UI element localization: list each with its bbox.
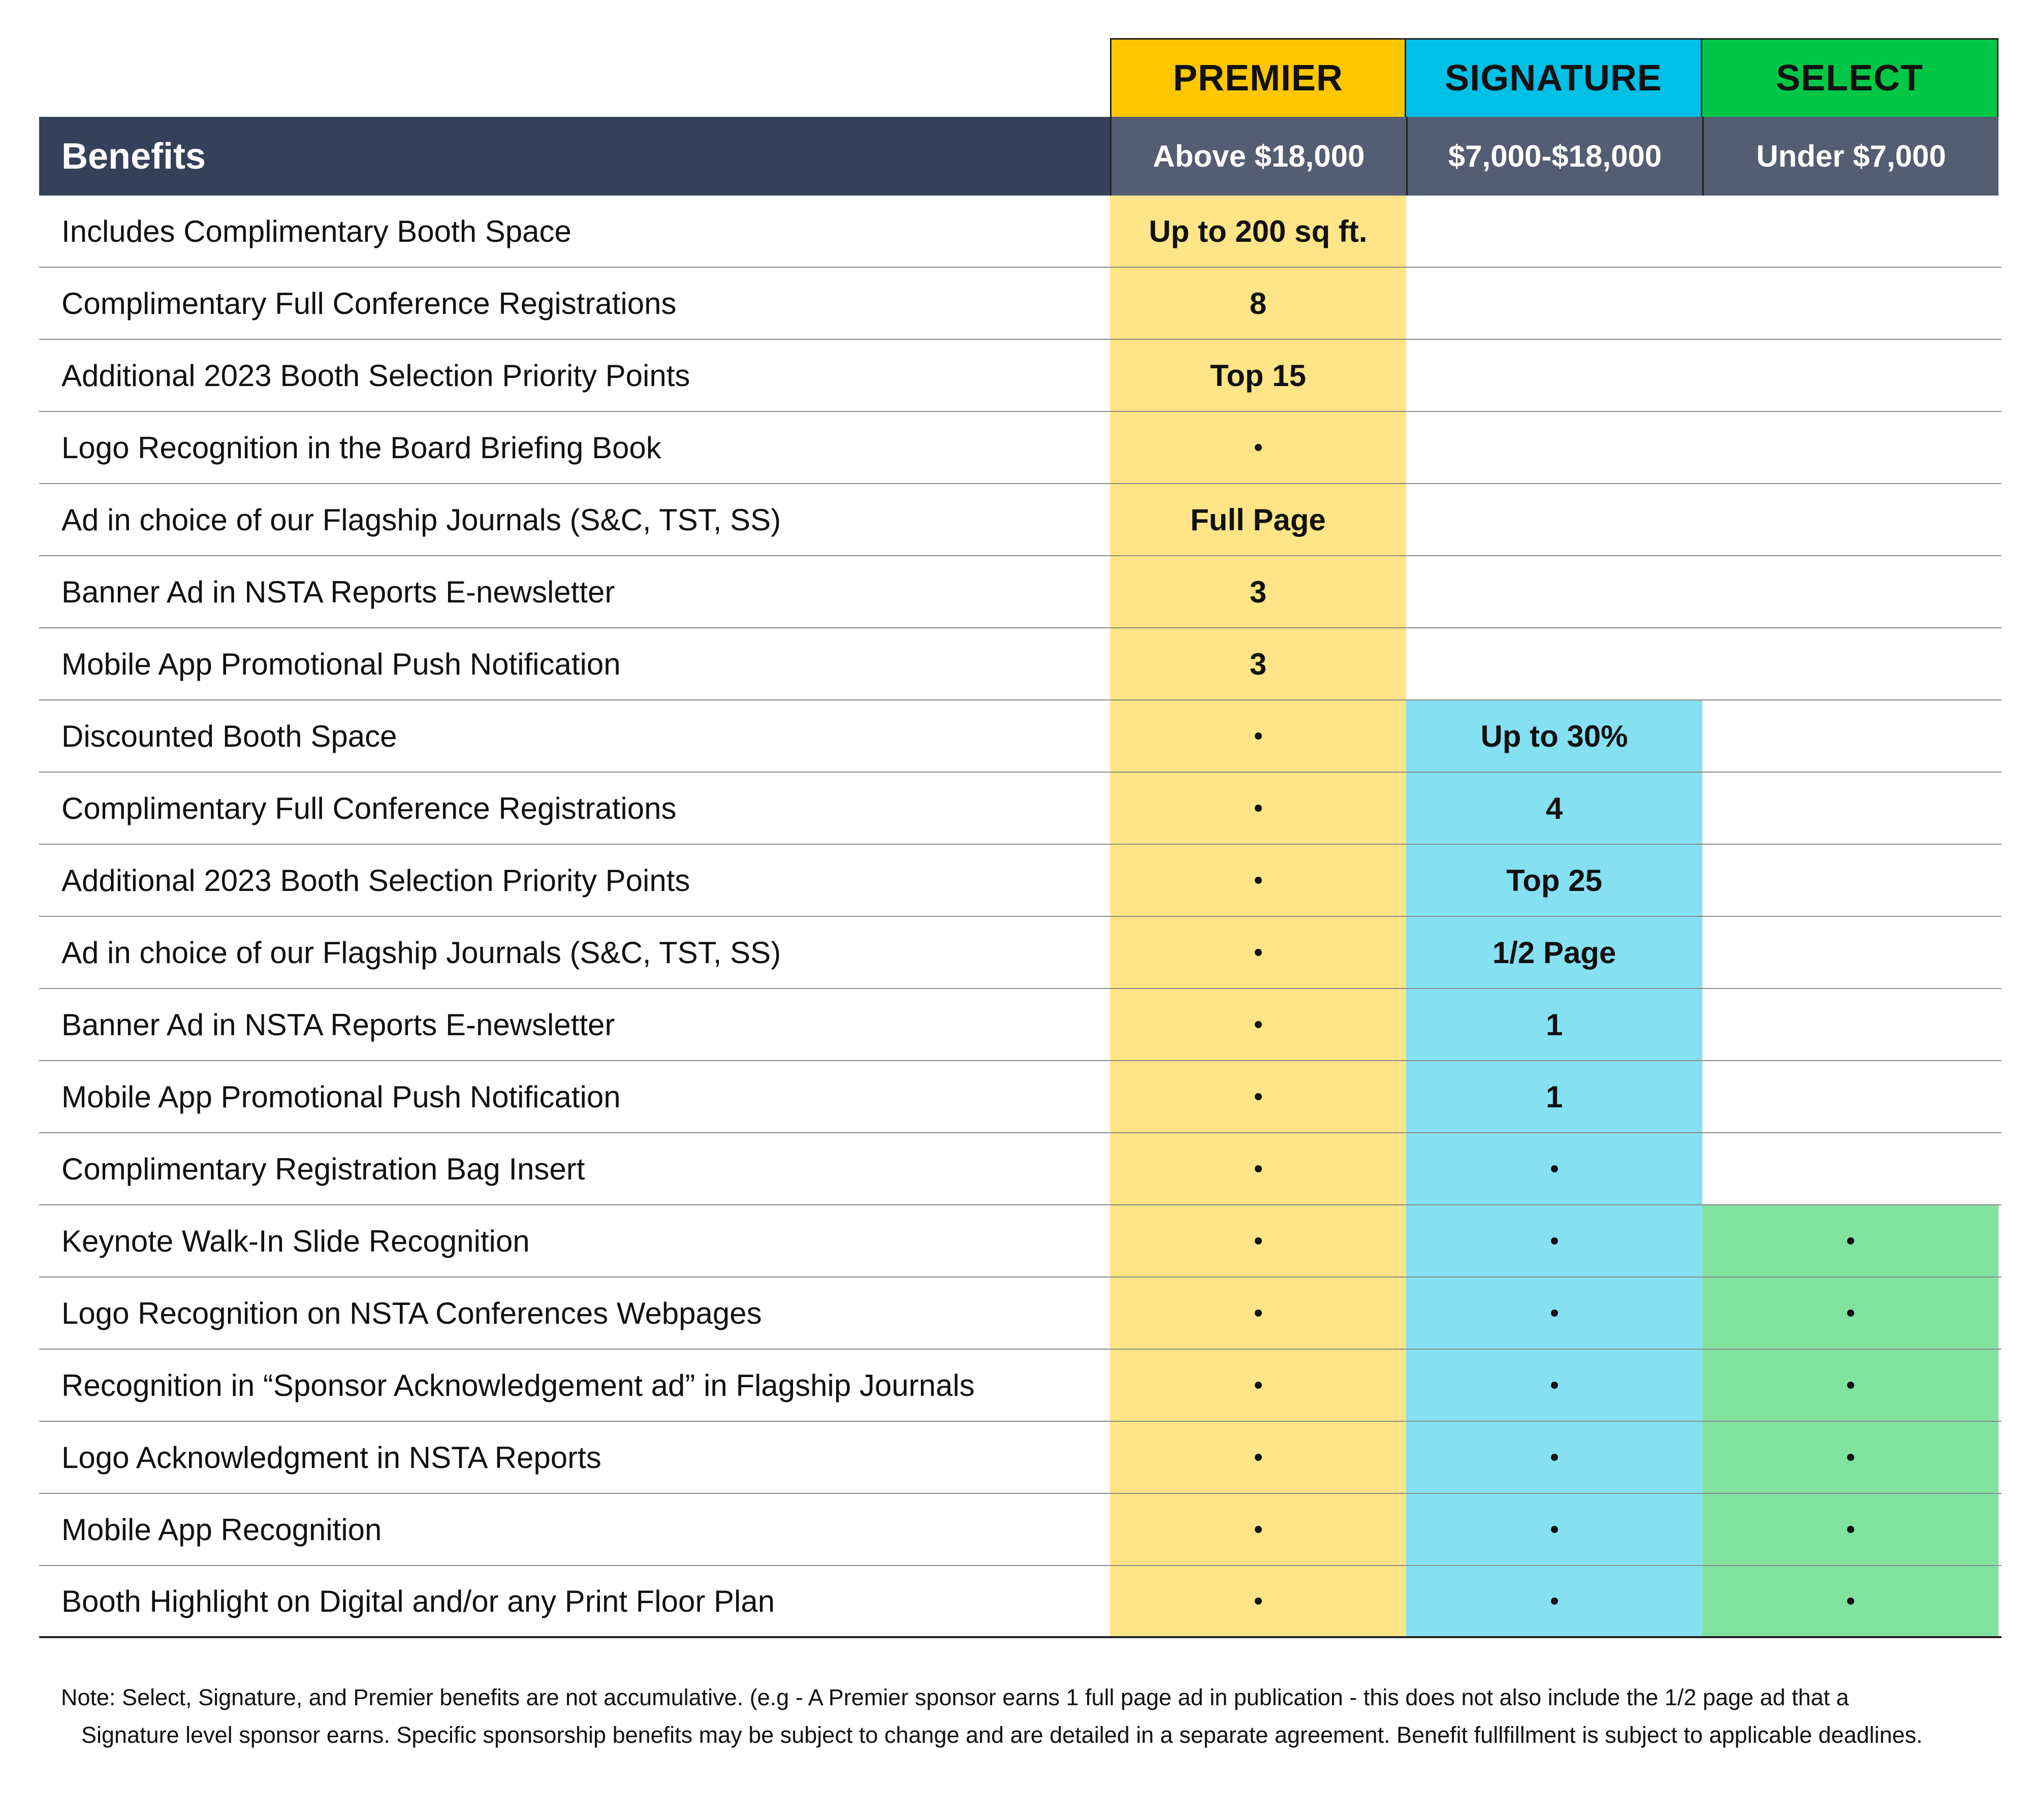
premier-value	[1110, 700, 1406, 772]
bullet-dot-icon	[1847, 1526, 1854, 1533]
signature-value	[1406, 268, 1702, 339]
sponsorship-benefits-table	[39, 38, 2002, 1638]
signature-value	[1406, 412, 1702, 483]
signature-value	[1406, 1350, 1702, 1421]
premier-value	[1110, 1422, 1406, 1493]
select-value	[1702, 268, 1998, 339]
premier-value	[1110, 628, 1406, 699]
footnote: Note: Select, Signature, and Premier benefits are not accumulative. (e.g - A Premier sponsor earns 1 full page ad in publication - this does not also include the 1/2 page ad that a Signature level sponsor earns. Specific sponsorship benefits may be subject to change and are detailed in a separate agreement. Benefit fullfillment is subject to applicable deadlines.	[61, 1684, 1923, 1748]
benefit-label: Complimentary Full Conference Registrations	[61, 286, 677, 321]
premier-value	[1110, 268, 1406, 339]
benefit-label: Ad in choice of our Flagship Journals (S&C, TST, SS)	[61, 502, 781, 537]
benefit-label: Logo Acknowledgment in NSTA Reports	[61, 1440, 601, 1475]
bullet-dot-icon	[1255, 444, 1262, 451]
select-value	[1702, 845, 1998, 916]
benefit-value-text: 3	[1249, 647, 1267, 681]
bullet-dot-icon	[1551, 1454, 1558, 1461]
benefit-value-text: Up to 200 sq ft.	[1149, 214, 1368, 248]
select-value	[1702, 556, 1998, 627]
select-value	[1702, 1566, 1998, 1636]
benefit-value-text: Top 15	[1210, 358, 1306, 393]
signature-value	[1406, 1133, 1702, 1204]
bullet-dot-icon	[1551, 1237, 1558, 1244]
signature-value	[1406, 340, 1702, 411]
table-row	[39, 1278, 2002, 1350]
select-value	[1702, 1133, 1998, 1204]
bullet-dot-icon	[1255, 877, 1262, 884]
benefit-value-text: Up to 30%	[1480, 719, 1628, 753]
price-header-row	[39, 117, 2002, 196]
benefit-label: Banner Ad in NSTA Reports E-newsletter	[61, 1007, 615, 1042]
bullet-dot-icon	[1551, 1598, 1558, 1605]
bullet-dot-icon	[1551, 1382, 1558, 1389]
benefit-value-text: 3	[1249, 574, 1267, 609]
bullet-dot-icon	[1255, 949, 1262, 956]
select-value	[1702, 412, 1998, 483]
signature-value	[1406, 700, 1702, 772]
benefit-value-text: 1/2 Page	[1492, 935, 1616, 970]
table-row	[39, 773, 2002, 845]
premier-value	[1110, 773, 1406, 844]
premier-value	[1110, 1205, 1406, 1276]
bullet-dot-icon	[1551, 1165, 1558, 1172]
bullet-dot-icon	[1255, 805, 1262, 812]
bullet-dot-icon	[1255, 1454, 1262, 1461]
benefit-value-text: Full Page	[1190, 502, 1326, 537]
select-value	[1702, 484, 1998, 555]
signature-price: $7,000-$18,000	[1406, 117, 1702, 196]
benefit-value-text: Top 25	[1506, 863, 1602, 898]
select-value	[1702, 1061, 1998, 1132]
table-row	[39, 484, 2002, 556]
premier-value	[1110, 1566, 1406, 1636]
table-row	[39, 1061, 2002, 1133]
benefit-value-text: 1	[1545, 1007, 1563, 1042]
bullet-dot-icon	[1255, 1021, 1262, 1028]
table-row	[39, 700, 2002, 773]
tier-header-spacer	[39, 38, 1110, 117]
benefit-value-text: 4	[1545, 791, 1563, 825]
signature-value	[1406, 1566, 1702, 1636]
bullet-dot-icon	[1847, 1382, 1854, 1389]
benefits-column-header: Benefits	[39, 117, 1110, 196]
bullet-dot-icon	[1255, 1598, 1262, 1605]
signature-value	[1406, 556, 1702, 627]
signature-value	[1406, 484, 1702, 555]
premier-value	[1110, 1494, 1406, 1565]
benefit-value-text: 8	[1249, 286, 1267, 321]
benefit-label: Logo Recognition on NSTA Conferences Webpages	[61, 1296, 762, 1330]
bullet-dot-icon	[1551, 1526, 1558, 1533]
table-row	[39, 1350, 2002, 1422]
bullet-dot-icon	[1255, 1093, 1262, 1100]
premier-value	[1110, 196, 1406, 267]
table-row	[39, 1133, 2002, 1205]
premier-value	[1110, 1350, 1406, 1421]
benefit-label: Includes Complimentary Booth Space	[61, 214, 572, 248]
tier-signature-header: SIGNATURE	[1406, 38, 1702, 117]
select-value	[1702, 340, 1998, 411]
select-value	[1702, 1350, 1998, 1421]
bullet-dot-icon	[1847, 1598, 1854, 1605]
signature-value	[1406, 1494, 1702, 1565]
select-value	[1702, 628, 1998, 699]
bullet-dot-icon	[1255, 1165, 1262, 1172]
table-row	[39, 628, 2002, 700]
bullet-dot-icon	[1255, 1310, 1262, 1317]
signature-value	[1406, 1061, 1702, 1132]
bullet-dot-icon	[1551, 1310, 1558, 1317]
table-row	[39, 268, 2002, 340]
premier-value	[1110, 1278, 1406, 1349]
bullet-dot-icon	[1255, 1237, 1262, 1244]
table-row	[39, 556, 2002, 628]
tier-premier-header: PREMIER	[1110, 38, 1406, 117]
signature-value	[1406, 1422, 1702, 1493]
signature-value	[1406, 1205, 1702, 1276]
table-row	[39, 196, 2002, 268]
select-price: Under $7,000	[1702, 117, 1998, 196]
bullet-dot-icon	[1255, 1526, 1262, 1533]
benefit-label: Banner Ad in NSTA Reports E-newsletter	[61, 574, 615, 609]
signature-value	[1406, 628, 1702, 699]
premier-value	[1110, 917, 1406, 988]
benefit-rows	[39, 196, 2002, 1638]
premier-value	[1110, 845, 1406, 916]
premier-value	[1110, 1061, 1406, 1132]
select-value	[1702, 700, 1998, 772]
benefit-label: Additional 2023 Booth Selection Priority Points	[61, 358, 690, 393]
benefit-label: Recognition in “Sponsor Acknowledgement ad” in Flagship Journals	[61, 1368, 975, 1402]
premier-value	[1110, 484, 1406, 555]
benefit-label: Logo Recognition in the Board Briefing Book	[61, 430, 661, 465]
tier-select-header: SELECT	[1702, 38, 1998, 117]
benefit-label: Keynote Walk-In Slide Recognition	[61, 1224, 530, 1258]
table-row	[39, 989, 2002, 1061]
benefit-label: Additional 2023 Booth Selection Priority Points	[61, 863, 690, 898]
select-value	[1702, 1494, 1998, 1565]
table-row	[39, 1494, 2002, 1566]
table-row	[39, 917, 2002, 989]
signature-value	[1406, 917, 1702, 988]
signature-value	[1406, 773, 1702, 844]
benefit-value-text: 1	[1545, 1079, 1563, 1114]
benefit-label: Mobile App Promotional Push Notification	[61, 647, 621, 681]
benefit-label: Complimentary Registration Bag Insert	[61, 1152, 585, 1186]
benefit-label: Mobile App Recognition	[61, 1512, 382, 1547]
signature-value	[1406, 989, 1702, 1060]
select-value	[1702, 1205, 1998, 1276]
premier-value	[1110, 1133, 1406, 1204]
bullet-dot-icon	[1255, 1382, 1262, 1389]
signature-value	[1406, 196, 1702, 267]
table-row	[39, 340, 2002, 412]
select-value	[1702, 196, 1998, 267]
table-row	[39, 1566, 2002, 1638]
signature-value	[1406, 845, 1702, 916]
tier-header-row	[39, 38, 2002, 117]
premier-value	[1110, 412, 1406, 483]
premier-price: Above $18,000	[1110, 117, 1406, 196]
table-row	[39, 1422, 2002, 1494]
benefit-label: Mobile App Promotional Push Notification	[61, 1079, 621, 1114]
benefit-label: Complimentary Full Conference Registrations	[61, 791, 677, 825]
premier-value	[1110, 556, 1406, 627]
benefit-label: Ad in choice of our Flagship Journals (S&C, TST, SS)	[61, 935, 781, 970]
select-value	[1702, 917, 1998, 988]
select-value	[1702, 989, 1998, 1060]
bullet-dot-icon	[1847, 1454, 1854, 1461]
table-row	[39, 412, 2002, 484]
signature-value	[1406, 1278, 1702, 1349]
premier-value	[1110, 340, 1406, 411]
bullet-dot-icon	[1847, 1310, 1854, 1317]
table-row	[39, 845, 2002, 917]
benefit-label: Discounted Booth Space	[61, 719, 397, 753]
premier-value	[1110, 989, 1406, 1060]
table-row	[39, 1205, 2002, 1278]
select-value	[1702, 1278, 1998, 1349]
select-value	[1702, 773, 1998, 844]
select-value	[1702, 1422, 1998, 1493]
bullet-dot-icon	[1255, 732, 1262, 740]
bullet-dot-icon	[1847, 1237, 1854, 1244]
benefit-label: Booth Highlight on Digital and/or any Print Floor Plan	[61, 1584, 775, 1618]
